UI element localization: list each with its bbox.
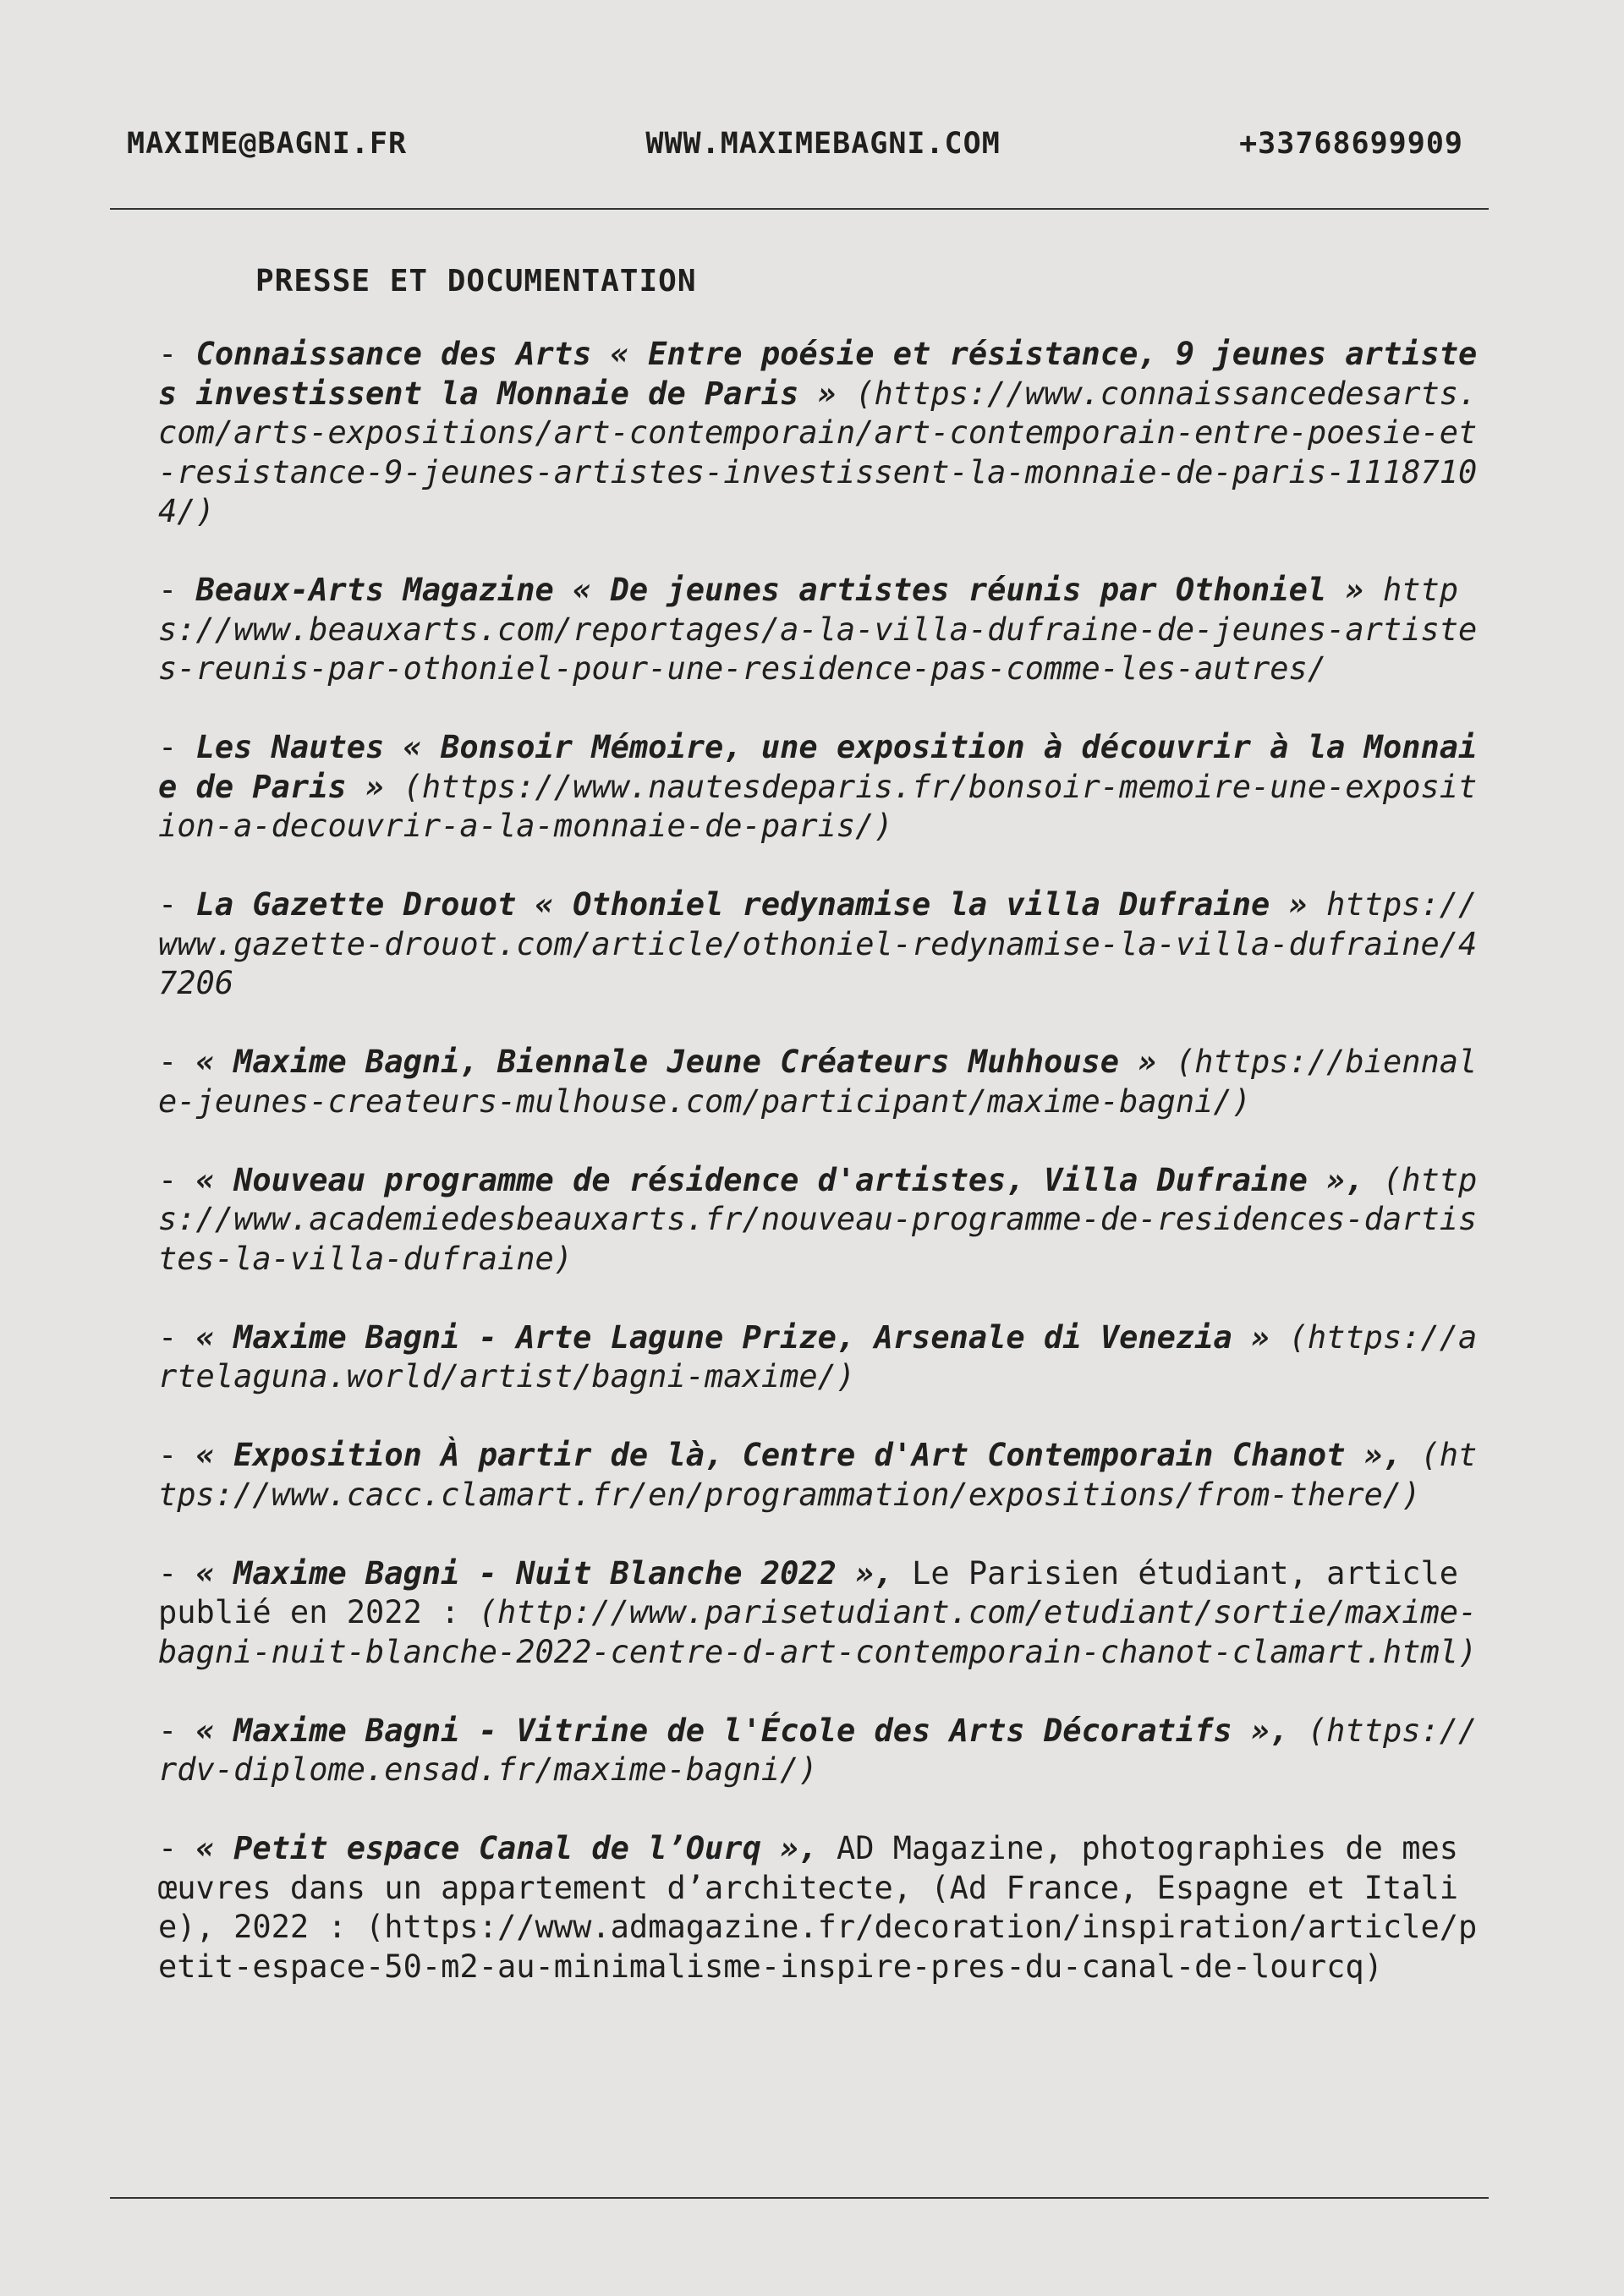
entry-description: AD Magazine, photographies de mes œuvres dans un appartement d’architecte, (Ad France, Espagne et Italie), 2022 : (https://www.admagazine.fr/decoration/inspiration/article/petit-espace-50-m2-au-minimalisme-inspire-pres-du-canal-de-lourcq) [158, 1830, 1478, 1985]
entry-title: Beaux-Arts Magazine « De jeunes artistes réunis par Othoniel » [195, 572, 1364, 608]
entry-url[interactable]: (https://www.nautesdeparis.fr/bonsoir-memoire-une-exposition-a-decouvrir-a-la-monnaie-de-paris/) [158, 768, 1478, 844]
top-divider [110, 208, 1489, 210]
press-list [158, 335, 1478, 2026]
entry-title: « Maxime Bagni - Nuit Blanche 2022 », [195, 1554, 893, 1592]
press-entry [158, 885, 1478, 1004]
entry-url[interactable]: (https://biennale-jeunes-createurs-mulhouse.com/participant/maxime-bagni/) [158, 1044, 1478, 1120]
entry-url[interactable]: (https://www.academiedesbeauxarts.fr/nouveau-programme-de-residences-dartistes-la-villa-dufraine) [158, 1161, 1478, 1277]
press-entry [158, 1829, 1478, 1986]
entry-url[interactable]: https://www.beauxarts.com/reportages/a-la-villa-dufraine-de-jeunes-artistes-reunis-par-othoniel-pour-une-residence-pas-comme-les-autres/ [158, 572, 1478, 687]
entry-prefix: - [158, 1044, 196, 1080]
entry-url[interactable]: (https://artelaguna.world/artist/bagni-maxime/) [158, 1318, 1478, 1395]
header-phone[interactable]: +33768699909 [1239, 127, 1463, 161]
entry-title: « Exposition À partir de là, Centre d'Art Contemporain Chanot », [195, 1437, 1402, 1473]
entry-title: Connaissance des Arts « Entre poésie et résistance, 9 jeunes artistes investissent la Monnaie de Paris » [158, 336, 1478, 412]
press-entry [158, 1318, 1478, 1397]
entry-prefix: - [158, 1318, 196, 1356]
entry-prefix: - [158, 729, 196, 765]
entry-prefix: - [158, 886, 196, 923]
entry-title: La Gazette Drouot « Othoniel redynamise la villa Dufraine » [195, 886, 1308, 923]
section-title: PRESSE ET DOCUMENTATION [255, 264, 697, 299]
entry-url[interactable]: (http://www.parisetudiant.com/etudiant/sortie/maxime-bagni-nuit-blanche-2022-centre-d-art-contemporain-chanot-clamart.html) [158, 1594, 1478, 1670]
header-email[interactable]: MAXIME@BAGNI.FR [127, 127, 408, 161]
entry-url[interactable]: (https://www.connaissancedesarts.com/arts-expositions/art-contemporain/art-contemporain-entre-poesie-et-resistance-9-jeunes-artistes-investissent-la-monnaie-de-paris-11187104/) [158, 375, 1478, 529]
entry-url[interactable]: (https://www.cacc.clamart.fr/en/programmation/expositions/from-there/) [158, 1437, 1478, 1513]
entry-prefix: - [158, 572, 196, 608]
entry-title: « Nouveau programme de résidence d'artistes, Villa Dufraine », [195, 1161, 1364, 1198]
entry-prefix: - [158, 336, 196, 372]
press-entry [158, 571, 1478, 689]
entry-prefix: - [158, 1554, 196, 1592]
press-entry [158, 1043, 1478, 1121]
entry-prefix: - [158, 1437, 196, 1473]
entry-url[interactable]: (https://rdv-diplome.ensad.fr/maxime-bagni/) [158, 1712, 1478, 1788]
entry-title: « Maxime Bagni, Biennale Jeune Créateurs Muhhouse » [195, 1044, 1157, 1080]
entry-title: « Maxime Bagni - Vitrine de l'École des Arts Décoratifs », [195, 1712, 1289, 1749]
entry-prefix: - [158, 1712, 196, 1749]
press-entry [158, 1712, 1478, 1790]
press-entry [158, 1161, 1478, 1280]
press-entry [158, 335, 1478, 532]
entry-title: « Petit espace Canal de l’Ourq », [195, 1830, 818, 1866]
entry-prefix: - [158, 1830, 196, 1866]
press-entry [158, 728, 1478, 847]
bottom-divider [110, 2197, 1489, 2199]
contact-header [127, 127, 1463, 161]
entry-title: Les Nautes « Bonsoir Mémoire, une exposition à découvrir à la Monnaie de Paris » [158, 729, 1478, 805]
entry-url[interactable]: https://www.gazette-drouot.com/article/othoniel-redynamise-la-villa-dufraine/47206 [158, 886, 1478, 1001]
entry-prefix: - [158, 1161, 196, 1198]
press-entry [158, 1436, 1478, 1515]
header-website[interactable]: WWW.MAXIMEBAGNI.COM [645, 127, 1001, 161]
press-entry [158, 1554, 1478, 1673]
entry-description: Le Parisien étudiant, article publié en 2022 : [158, 1554, 1459, 1630]
entry-title: « Maxime Bagni - Arte Lagune Prize, Arsenale di Venezia » [195, 1318, 1270, 1356]
